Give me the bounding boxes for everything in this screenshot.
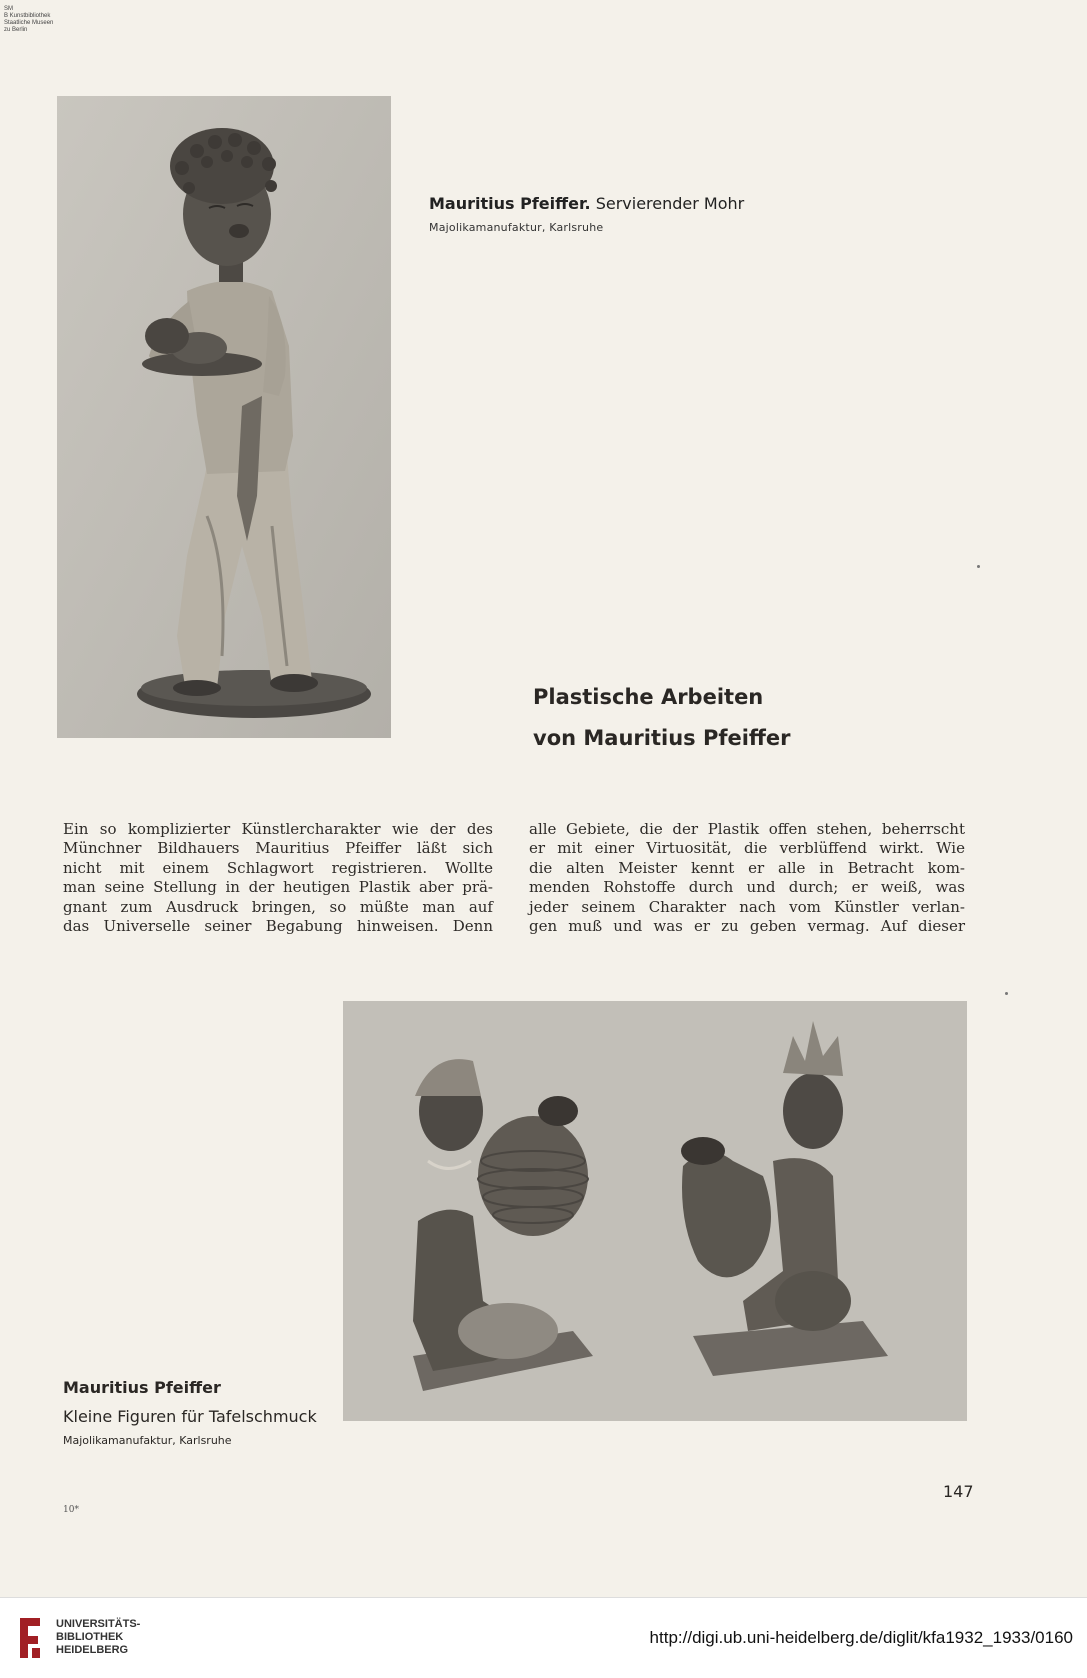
column2-line: jeder seinem Charakter nach vom Künstler verlan- <box>529 897 965 916</box>
column2-line: alle Gebiete, die der Plastik offen stehen, beherrscht <box>529 820 965 838</box>
figure2-title: Kleine Figuren für Tafelschmuck <box>63 1407 317 1426</box>
body-text-column-1 <box>63 820 493 936</box>
column1-line: nicht mit einem Schlagwort registrieren. Wollte <box>63 858 493 877</box>
column1-line: gnant zum Ausdruck bringen, so müßte man auf <box>63 897 493 916</box>
column2-line: menden Rohstoffe durch und durch; er weiß, was <box>529 878 965 897</box>
printer-signature: 10* <box>63 1505 79 1515</box>
university-library-logo-icon <box>16 1616 44 1660</box>
figure2-artist: Mauritius Pfeiffer <box>63 1378 221 1397</box>
figure1-caption-title <box>429 194 744 213</box>
column2-line: er mit einer Virtuosität, die verblüffend wirkt. Wie <box>529 839 965 858</box>
source-url[interactable]: http://digi.ub.uni-heidelberg.de/diglit/kfa1932_1933/0160 <box>649 1628 1073 1647</box>
library-stamp: SM B Kunstbibliothek Staatliche Museen zu Berlin <box>4 6 54 33</box>
scan-speck <box>977 565 980 568</box>
column2-line: gen muß und was er zu geben vermag. Auf dieser <box>529 917 965 936</box>
column2-line: die alten Meister kennt er alle in Betracht kom- <box>529 858 965 877</box>
article-heading <box>533 677 791 759</box>
column1-line: Ein so komplizierter Künstlercharakter wie der des <box>63 820 493 838</box>
column1-line: man seine Stellung in der heutigen Plastik aber prä- <box>63 878 493 897</box>
figure1-caption <box>429 194 744 234</box>
figure-photo-serving-figure <box>57 96 391 738</box>
column1-line: das Universelle seiner Begabung hinweisen. Denn <box>63 917 493 936</box>
scan-speck <box>1005 992 1008 995</box>
figure2-caption <box>63 1378 317 1447</box>
library-name: UNIVERSITÄTS- BIBLIOTHEK HEIDELBERG <box>56 1618 141 1656</box>
body-text-column-2 <box>529 820 965 936</box>
library-footer <box>0 1597 1087 1678</box>
heading-line-1: Plastische Arbeiten <box>533 685 764 709</box>
heading-line-2: von Mauritius Pfeiffer <box>533 726 791 750</box>
figure-photo-table-figures <box>343 1001 967 1421</box>
figure1-artist: Mauritius Pfeiffer. <box>429 194 591 213</box>
column1-line: Münchner Bildhauers Mauritius Pfeiffer läßt sich <box>63 839 493 858</box>
page-number: 147 <box>943 1482 974 1501</box>
figure1-maker: Majolikamanufaktur, Karlsruhe <box>429 221 604 234</box>
figure1-title: Servierender Mohr <box>595 194 745 213</box>
figure2-maker: Majolikamanufaktur, Karlsruhe <box>63 1434 232 1447</box>
